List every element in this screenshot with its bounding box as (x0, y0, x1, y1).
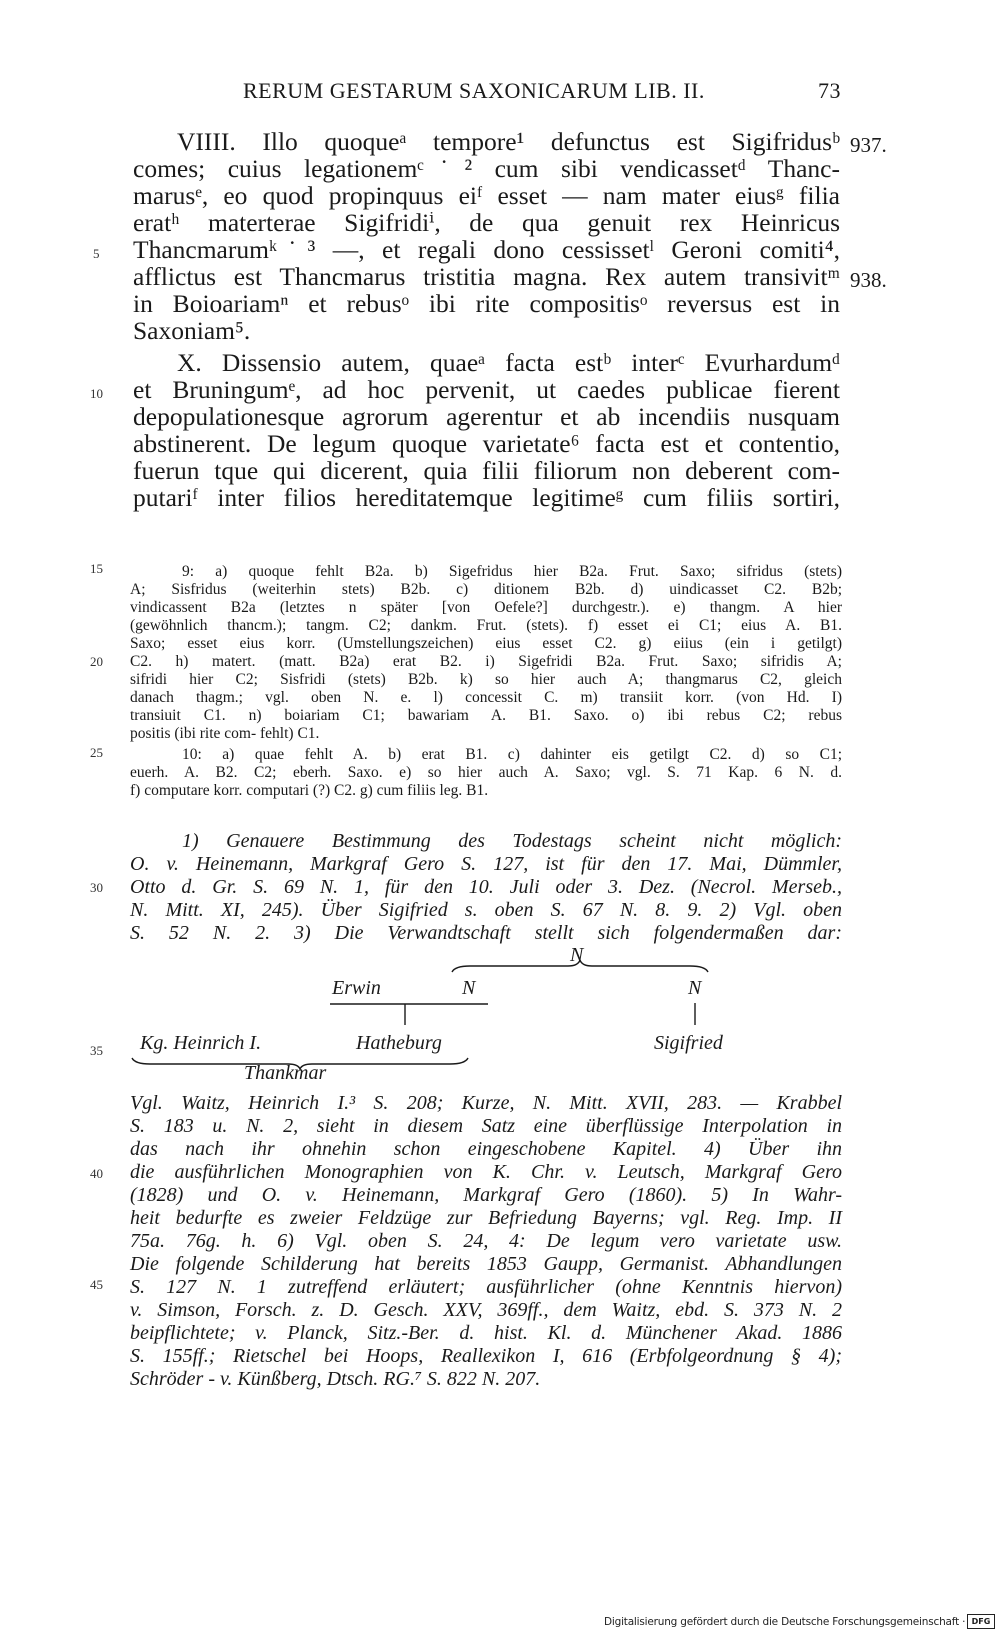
apparatus-line: C2. h) matert. (matt. B2a) erat B2. i) Sigefridi B2a. Frut. Saxo; sifridis A; (130, 653, 842, 670)
note-line: Vgl. Waitz, Heinrich I.³ S. 208; Kurze, N. Mitt. XVII, 283. — Krabbel (130, 1092, 842, 1114)
genealogy-thankmar: Thankmar (244, 1062, 327, 1084)
note-line: heit bedurfte es zweier Feldzüge zur Befriedung Bayerns; vgl. Reg. Imp. II (130, 1207, 842, 1229)
genealogy-hatheburg: Hatheburg (356, 1032, 442, 1054)
apparatus-line: Saxo; esset eius korr. (Umstellungszeichen) eius esset C2. g) eiius (ein i getilgt) (130, 635, 842, 652)
apparatus-line: 10: a) quae fehlt A. b) erat B1. c) dahinter eis getilgt C2. d) so C1; (182, 746, 842, 763)
running-title: RERUM GESTARUM SAXONICARUM LIB. II. (243, 78, 705, 103)
genealogy-sigifried: Sigifried (654, 1032, 723, 1054)
text-line: et Bruningumᵉ, ad hoc pervenit, ut caedes publicae fierent (133, 375, 840, 404)
line-number: 40 (90, 1166, 103, 1181)
note-line: v. Simson, Forsch. z. D. Gesch. XXV, 369ff., dem Waitz, ebd. S. 373 N. 2 (130, 1299, 842, 1321)
apparatus-line: A; Sisfridus (weiterhin stets) B2b. c) ditionem B2b. d) uindicasset C2. B2b; (130, 581, 842, 598)
note-line: S. 52 N. 2. 3) Die Verwandtschaft stellt sich folgendermaßen dar: (130, 922, 842, 944)
note-line: beipflichtete; v. Planck, Sitz.-Ber. d. hist. Kl. d. Münchener Akad. 1886 (130, 1322, 842, 1344)
margin-year: 937. (850, 133, 887, 157)
text-line: VIIII. Illo quoqueᵃ tempore¹ defunctus est Sigifridusᵇ (177, 127, 840, 156)
note-line: (1828) und O. v. Heinemann, Markgraf Gero (1860). 5) In Wahr- (130, 1184, 842, 1206)
line-number: 30 (90, 880, 103, 895)
line-number: 35 (90, 1043, 103, 1058)
page-number: 73 (818, 78, 841, 103)
note-line: S. 155ff.; Rietschel bei Hoops, Reallexikon I, 616 (Erbfolgeordnung § 4); (130, 1345, 842, 1367)
apparatus-line: sifridi hier C2; Sisfridi (stets) B2b. k) so hier auch A; thangmarus C2, gleich (130, 671, 842, 688)
genealogy-heinrich: Kg. Heinrich I. (140, 1032, 262, 1054)
note-line: O. v. Heinemann, Markgraf Gero S. 127, ist für den 17. Mai, Dümmler, (130, 853, 842, 875)
dfg-logo: DFG (967, 1614, 995, 1629)
text-line: fuerun tque qui dicerent, quia filii filiorum non deberent com- (133, 456, 840, 485)
digitization-credit: Digitalisierung gefördert durch die Deutsche Forschungsgemeinschaft · (604, 1616, 966, 1628)
apparatus-line: 9: a) quoque fehlt B2a. b) Sigefridus hier B2a. Frut. Saxo; sifridus (stets) (182, 563, 842, 580)
text-line: X. Dissensio autem, quaeᵃ facta estᵇ interᶜ Evurhardumᵈ (177, 348, 840, 377)
text-line: Saxoniam⁵. (133, 316, 251, 345)
line-number: 20 (90, 654, 103, 669)
margin-year: 938. (850, 268, 887, 292)
apparatus-line: euerh. A. B2. C2; eberh. Saxo. e) so hier auch A. Saxo; vgl. S. 71 Kap. 6 N. d. (130, 764, 842, 781)
text-line: Thancmarumᵏ˙³ —, et regali dono cessissetˡ Geroni comiti⁴, (133, 235, 840, 264)
apparatus-line: (gewöhnlich thancm.); tangm. C2; dankm. Frut. (stets). f) esset ei C1; eius A. B1. (130, 617, 842, 634)
text-line: eratʰ materterae Sigifridiⁱ, de qua genuit rex Heinricus (133, 208, 840, 237)
note-line: 75a. 76g. h. 6) Vgl. oben S. 24, 4: De legum vero varietate usw. (130, 1230, 842, 1252)
genealogy-n-right: N (688, 977, 702, 999)
line-number: 5 (93, 246, 100, 261)
note-line: S. 127 N. 1 zutreffend erläutert; ausführlicher (ohne Kenntnis hiervon) (130, 1276, 842, 1298)
genealogy-erwin: Erwin (332, 977, 381, 999)
text-line: abstinerent. De legum quoque varietate⁶ facta est et contentio, (133, 429, 840, 458)
text-line: afflictus est Thancmarus tristitia magna. Rex autem transivitᵐ (133, 262, 840, 291)
note-line: die ausführlichen Monographien von K. Chr. v. Leutsch, Markgraf Gero (130, 1161, 842, 1183)
note-line: Die folgende Schilderung hat bereits 1853 Gaupp, Germanist. Abhandlungen (130, 1253, 842, 1275)
apparatus-line: transiuit C1. n) boiariam C1; bawariam A. B1. Saxo. o) ibi rebus C2; rebus (130, 707, 842, 724)
line-number: 15 (90, 561, 103, 576)
note-line: das nach ihr ohnehin schon eingeschobene Kapitel. 4) Über ihn (130, 1138, 842, 1160)
text-line: marusᵉ, eo quod propinquus eiᶠ esset — nam mater eiusᵍ filia (133, 181, 840, 210)
genealogy-top-n: N (570, 944, 584, 966)
note-line: 1) Genauere Bestimmung des Todestags scheint nicht möglich: (182, 830, 842, 852)
text-line: in Boioariamⁿ et rebusᵒ ibi rite compositisᵒ reversus est in (133, 289, 840, 318)
note-line: N. Mitt. XI, 245). Über Sigifried s. oben S. 67 N. 8. 9. 2) Vgl. oben (130, 899, 842, 921)
note-line: Otto d. Gr. S. 69 N. 1, für den 10. Juli oder 3. Dez. (Necrol. Merseb., (130, 876, 842, 898)
apparatus-line: vindicassent B2a (letztes n später [von Oefele?] durchgestr.). e) thangm. A hier (130, 599, 842, 616)
line-number: 25 (90, 745, 103, 760)
genealogy-n-left: N (462, 977, 476, 999)
apparatus-line: danach thagm.; vgl. oben N. e. l) concessit C. m) transiit korr. (von Hd. I) (130, 689, 842, 706)
line-number: 45 (90, 1277, 103, 1292)
apparatus-line: f) computare korr. computari (?) C2. g) cum filiis leg. B1. (130, 782, 489, 799)
note-line: S. 183 u. N. 2, sieht in diesem Satz eine überflüssige Interpolation in (130, 1115, 842, 1137)
text-line: comes; cuius legationemᶜ˙² cum sibi vendicassetᵈ Thanc- (133, 154, 840, 183)
line-number: 10 (90, 386, 103, 401)
text-line: putariᶠ inter filios hereditatemque legitimeᵍ cum filiis sortiri, (133, 483, 840, 512)
apparatus-line: positis (ibi rite com- fehlt) C1. (130, 725, 320, 742)
text-line: depopulationesque agrorum agerentur et ab incendiis nusquam (133, 402, 840, 431)
note-line: Schröder - v. Künßberg, Dtsch. RG.⁷ S. 822 N. 207. (130, 1368, 541, 1390)
